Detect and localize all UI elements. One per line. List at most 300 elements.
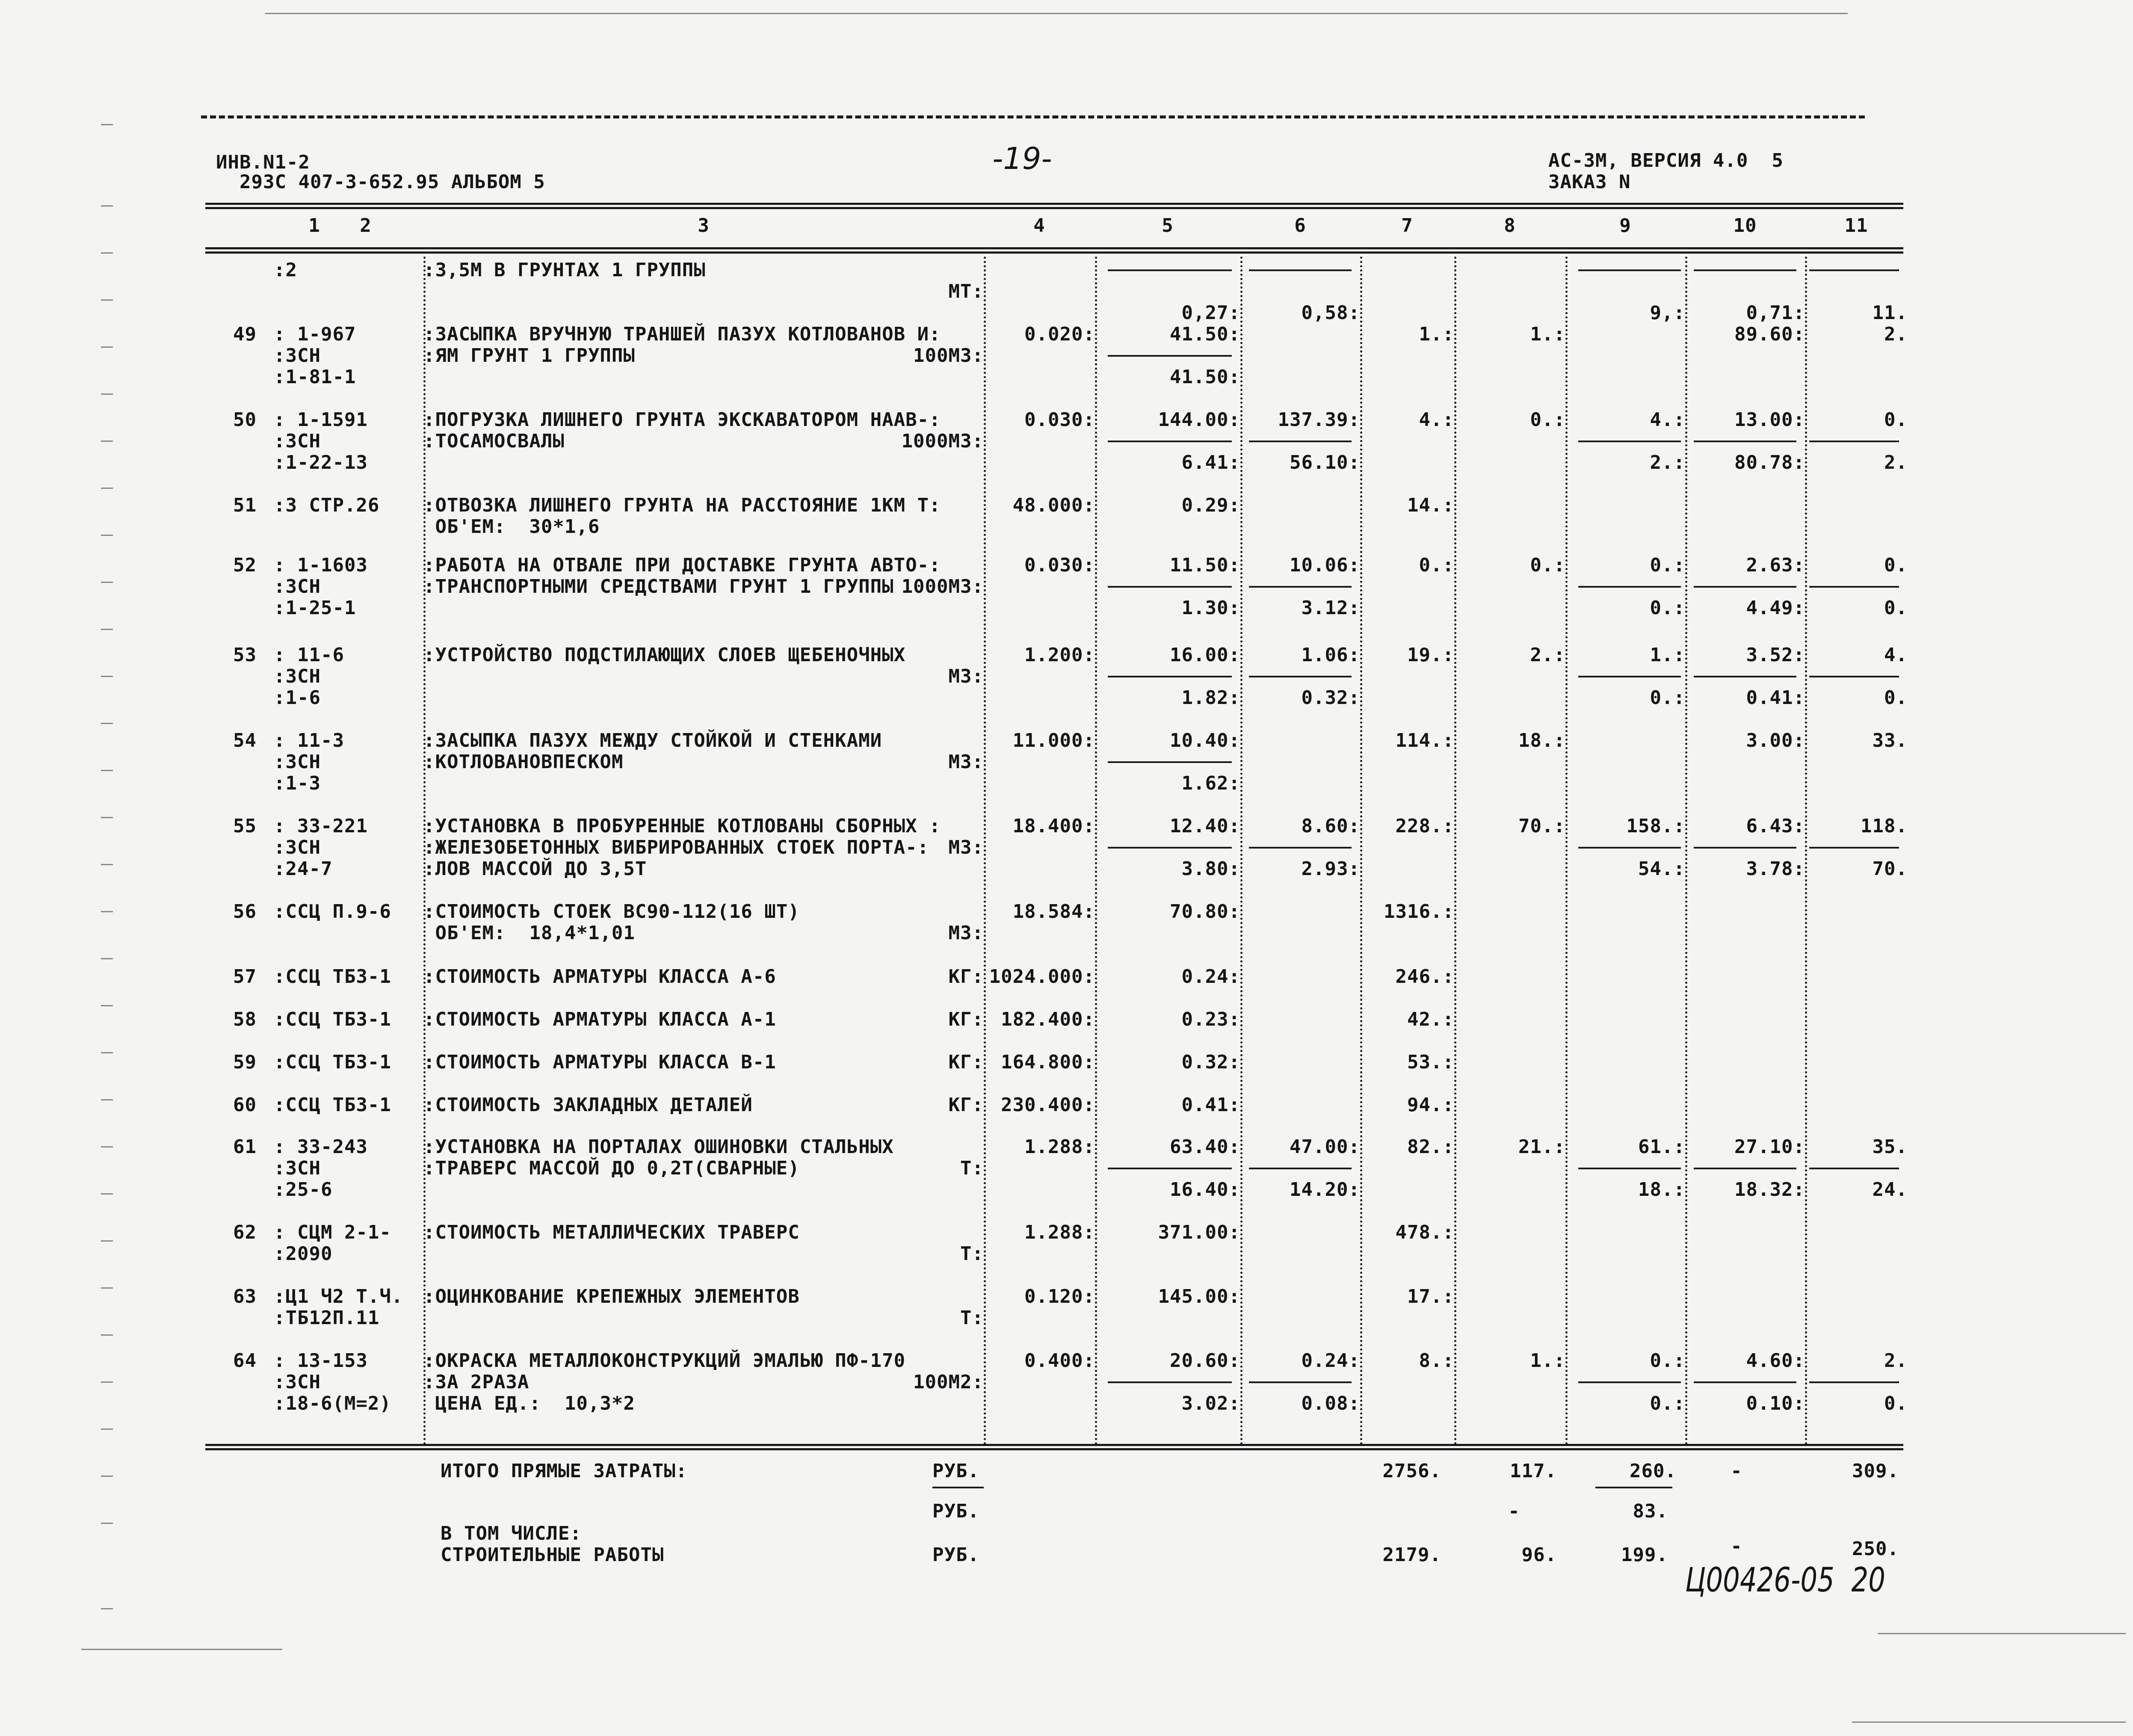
row-subtotal-rule <box>1578 1381 1681 1383</box>
row-subtotal-rule <box>1108 269 1232 271</box>
program-version: АС-3М, ВЕРСИЯ 4.0 5 <box>1548 150 1784 172</box>
margin-tick <box>101 1240 113 1242</box>
column-divider <box>1240 257 1243 1446</box>
bottom-right-scan-edge <box>1878 1633 2126 1634</box>
row-quantity: 182.400: <box>1001 1008 1095 1030</box>
row-c11-value: 2. <box>1884 1350 1908 1372</box>
row-quantity: 1.288: <box>1024 1136 1095 1158</box>
row-c10-value: 3.52: <box>1746 644 1805 666</box>
margin-tick <box>101 958 113 959</box>
column-header-6: 6 <box>1294 215 1306 237</box>
second-line-col8: - <box>1508 1500 1520 1522</box>
row-c5-value: 145.00: <box>1158 1286 1240 1307</box>
row-code: : СЦМ 2-1- <box>274 1221 391 1243</box>
row-subtotal-rule <box>1578 1168 1681 1169</box>
row-c6-resource: 2.93: <box>1301 858 1360 880</box>
row-c8: 18.: <box>1518 730 1565 751</box>
row-c5-value: 0.29: <box>1181 494 1240 516</box>
row-description: :ОКРАСКА МЕТАЛЛОКОНСТРУКЦИЙ ЭМАЛЬЮ ПФ-170 <box>423 1350 906 1372</box>
row-c5-resource: 3.02: <box>1181 1393 1240 1414</box>
document-number: 293С 407-3-652.95 АЛЬБОМ 5 <box>240 171 545 193</box>
row-code: :ССЦ ТБ3-1 <box>274 966 391 988</box>
row-code: :ЗСН <box>274 751 321 773</box>
row-description: :ЛОВ МАССОЙ ДО 3,5Т <box>423 858 647 880</box>
row-c6-value: 0.24: <box>1301 1350 1360 1372</box>
row-subtotal-rule <box>1694 847 1796 849</box>
row-code: :ЗСН <box>274 665 321 687</box>
margin-tick <box>101 864 113 865</box>
row-number: 63 <box>233 1286 257 1307</box>
construction-works-col8: 96. <box>1521 1544 1557 1566</box>
row-quantity: 18.584: <box>1012 901 1095 923</box>
construction-works-col11: 250. <box>1852 1538 1899 1560</box>
row-c5-value: 10.40: <box>1170 730 1240 751</box>
row-c6-resource: 56.10: <box>1290 452 1360 473</box>
row-code: : 1-1603 <box>274 554 368 576</box>
row-code: :ТБ12П.11 <box>274 1307 380 1329</box>
row-c11-resource: 11. <box>1872 302 1908 324</box>
row-c5-value: 16.00: <box>1170 644 1240 666</box>
header-rule-bottom <box>205 247 1903 249</box>
row-subtotal-rule <box>1809 676 1899 677</box>
totals-rule <box>205 1444 1903 1446</box>
row-c11-value: 4. <box>1884 644 1908 666</box>
row-number: 56 <box>233 901 257 923</box>
row-description: :СТОИМОСТЬ МЕТАЛЛИЧЕСКИХ ТРАВЕРС <box>423 1221 800 1243</box>
row-description: :ТОСАМОСВАЛЫ <box>423 430 565 452</box>
row-c8: 2.: <box>1530 644 1565 666</box>
row-quantity: 11.000: <box>1012 730 1095 751</box>
row-c6-resource: 0.08: <box>1301 1393 1360 1414</box>
row-unit: Т: <box>960 1157 984 1179</box>
top-dashed-rule <box>201 115 1865 118</box>
row-code: :1-3 <box>274 772 321 794</box>
row-code: : 1-967 <box>274 323 356 345</box>
margin-tick <box>101 723 113 724</box>
row-c10-value: 3.00: <box>1746 730 1805 751</box>
row-unit: М3: <box>948 665 984 687</box>
row-code: :ССЦ П.9-6 <box>274 901 391 923</box>
row-number: 59 <box>233 1051 257 1073</box>
margin-tick <box>101 441 113 442</box>
margin-tick <box>101 676 113 677</box>
row-subtotal-rule <box>1694 269 1796 271</box>
row-c5-value: 63.40: <box>1170 1136 1240 1158</box>
row-number: 51 <box>233 494 257 516</box>
row-c8: 21.: <box>1518 1136 1565 1158</box>
row-c11-resource: 0. <box>1884 597 1908 619</box>
row-subtotal-rule <box>1108 586 1232 588</box>
bottom-left-scan-edge <box>81 1649 282 1650</box>
row-code: :18-6(М=2) <box>274 1393 391 1414</box>
column-divider <box>1565 257 1568 1446</box>
row-description: ОБ'ЕМ: 18,4*1,01 <box>423 922 635 944</box>
row-quantity: 18.400: <box>1012 815 1095 837</box>
row-c7: 0.: <box>1419 554 1454 576</box>
row-subtotal-rule <box>1809 586 1899 588</box>
row-subtotal-rule <box>1249 586 1352 588</box>
row-c11-value: 2. <box>1884 323 1908 345</box>
row-subtotal-rule <box>1578 441 1681 442</box>
row-c9-resource: 18.: <box>1638 1179 1685 1201</box>
row-c11-value: 33. <box>1872 730 1908 751</box>
row-c5-value: 0.41: <box>1181 1094 1240 1116</box>
row-subtotal-rule <box>1249 676 1352 677</box>
row-quantity: 0.120: <box>1024 1286 1095 1307</box>
row-c10-resource: 18.32: <box>1734 1179 1805 1201</box>
inventory-number: ИНВ.N1-2 <box>216 151 310 173</box>
row-subtotal-rule <box>1249 441 1352 442</box>
row-code: :1-6 <box>274 687 321 709</box>
row-c10-value: 6.43: <box>1746 815 1805 837</box>
margin-tick <box>101 124 113 125</box>
row-subtotal-rule <box>1809 1381 1899 1383</box>
row-description: :СТОИМОСТЬ АРМАТУРЫ КЛАССА В-1 <box>423 1051 776 1073</box>
construction-works-col10: - <box>1731 1535 1742 1557</box>
header-rule-bottom-2 <box>205 251 1903 254</box>
row-c7: 19.: <box>1407 644 1454 666</box>
row-c8: 0.: <box>1530 409 1565 431</box>
row-description: :ЖЕЛЕЗОБЕТОННЫХ ВИБРИРОВАННЫХ СТОЕК ПОРТА-: <box>423 837 929 858</box>
page-number: -19- <box>992 141 1052 176</box>
margin-tick <box>101 346 113 348</box>
row-code: : 1-1591 <box>274 409 368 431</box>
row-c10-value: 13.00: <box>1734 409 1805 431</box>
row-c7: 8.: <box>1419 1350 1454 1372</box>
row-number: 54 <box>233 730 257 751</box>
row-number: 58 <box>233 1008 257 1030</box>
row-description: :ЗА 2РАЗА <box>423 1371 530 1393</box>
margin-tick <box>101 1523 113 1524</box>
row-subtotal-rule <box>1108 847 1232 849</box>
row-subtotal-rule <box>1809 441 1899 442</box>
column-divider <box>1685 257 1687 1446</box>
column-header-2: 2 <box>360 215 372 237</box>
row-description: :УСТАНОВКА В ПРОБУРЕННЫЕ КОТЛОВАНЫ СБОРНЫХ : <box>423 815 941 837</box>
row-subtotal-rule <box>1809 1168 1899 1169</box>
margin-tick <box>101 1146 113 1147</box>
column-divider <box>1095 257 1097 1446</box>
row-c6-value: 47.00: <box>1290 1136 1360 1158</box>
row-c9-resource: 54.: <box>1638 858 1685 880</box>
row-code: : 33-221 <box>274 815 368 837</box>
column-header-9: 9 <box>1619 215 1631 237</box>
column-divider <box>1805 257 1807 1446</box>
row-number: 49 <box>233 323 257 345</box>
row-c7: 94.: <box>1407 1094 1454 1116</box>
row-quantity: 0.030: <box>1024 554 1095 576</box>
row-c7: 478.: <box>1395 1221 1454 1243</box>
row-quantity: 164.800: <box>1001 1051 1095 1073</box>
row-code: :1-81-1 <box>274 366 356 388</box>
row-c6-value: 8.60: <box>1301 815 1360 837</box>
column-divider <box>1454 257 1456 1446</box>
row-c11-value: 0. <box>1884 554 1908 576</box>
row-unit: КГ: <box>948 1094 984 1116</box>
row-c5-value: 11.50: <box>1170 554 1240 576</box>
row-code: :2 <box>274 259 297 281</box>
row-description: :ОЦИНКОВАНИЕ КРЕПЕЖНЫХ ЭЛЕМЕНТОВ <box>423 1286 800 1307</box>
row-code: :ЗСН <box>274 345 321 367</box>
row-c9-value: 4.: <box>1650 409 1685 431</box>
row-c9-value: 0.: <box>1650 554 1685 576</box>
row-c7: 82.: <box>1407 1136 1454 1158</box>
row-c9-resource: 0.: <box>1650 1393 1685 1414</box>
row-c10-value: 89.60: <box>1734 323 1805 345</box>
margin-tick <box>101 1193 113 1195</box>
margin-tick <box>101 911 113 912</box>
row-code: : 11-6 <box>274 644 344 666</box>
row-c5-resource: 0,27: <box>1181 302 1240 324</box>
row-c5-resource: 3.80: <box>1181 858 1240 880</box>
row-c10-resource: 0,71: <box>1746 302 1805 324</box>
row-c9-resource: 0.: <box>1650 597 1685 619</box>
margin-tick <box>101 1381 113 1383</box>
margin-tick <box>101 535 113 536</box>
row-subtotal-rule <box>1249 847 1352 849</box>
row-c6-resource: 0.32: <box>1301 687 1360 709</box>
margin-tick <box>101 1608 113 1609</box>
row-c9-value: 1.: <box>1650 644 1685 666</box>
row-code: :Ц1 Ч2 Т.Ч. <box>274 1286 403 1307</box>
row-c8: 0.: <box>1530 554 1565 576</box>
column-divider <box>1360 257 1362 1446</box>
row-code: :2090 <box>274 1243 333 1265</box>
row-quantity: 230.400: <box>1001 1094 1095 1116</box>
construction-works-col7: 2179. <box>1382 1544 1441 1566</box>
margin-tick <box>101 582 113 583</box>
column-header-4: 4 <box>1033 215 1045 237</box>
row-c9-resource: 0.: <box>1650 687 1685 709</box>
row-subtotal-rule <box>1578 676 1681 677</box>
row-unit: Т: <box>960 1243 984 1265</box>
row-c11-resource: 0. <box>1884 1393 1908 1414</box>
row-c5-value: 0.23: <box>1181 1008 1240 1030</box>
row-description: ОБ'ЕМ: 30*1,6 <box>423 516 600 538</box>
row-subtotal-rule <box>1694 1381 1796 1383</box>
second-line-col9: 83. <box>1633 1500 1668 1522</box>
column-header-3: 3 <box>698 215 710 237</box>
row-c11-resource: 70. <box>1872 858 1908 880</box>
row-subtotal-rule <box>1249 1381 1352 1383</box>
row-c9-resource: 2.: <box>1650 452 1685 473</box>
row-c5-resource: 1.30: <box>1181 597 1240 619</box>
row-c5-value: 41.50: <box>1170 323 1240 345</box>
row-code: :24-7 <box>274 858 333 880</box>
row-description: :СТОИМОСТЬ АРМАТУРЫ КЛАССА А-1 <box>423 1008 776 1030</box>
row-description: :СТОИМОСТЬ ЗАКЛАДНЫХ ДЕТАЛЕЙ <box>423 1094 753 1116</box>
row-description: :ПОГРУЗКА ЛИШНЕГО ГРУНТА ЭКСКАВАТОРОМ НААВ-: <box>423 409 941 431</box>
row-unit: КГ: <box>948 1008 984 1030</box>
direct-costs-col11: 309. <box>1852 1460 1899 1482</box>
row-unit: КГ: <box>948 966 984 988</box>
row-c5-value: 20.60: <box>1170 1350 1240 1372</box>
row-c5-value: 371.00: <box>1158 1221 1240 1243</box>
row-c7: 17.: <box>1407 1286 1454 1307</box>
row-c11-value: 35. <box>1872 1136 1908 1158</box>
direct-costs-label: ИТОГО ПРЯМЫЕ ЗАТРАТЫ: <box>441 1460 688 1482</box>
row-c8: 1.: <box>1530 323 1565 345</box>
row-quantity: 0.030: <box>1024 409 1095 431</box>
row-code: :ЗСН <box>274 837 321 858</box>
row-c10-resource: 0.41: <box>1746 687 1805 709</box>
margin-tick <box>101 1428 113 1430</box>
row-c9-resource: 9,: <box>1650 302 1685 324</box>
row-description: :СТОИМОСТЬ АРМАТУРЫ КЛАССА А-6 <box>423 966 776 988</box>
row-c11-resource: 0. <box>1884 687 1908 709</box>
row-number: 55 <box>233 815 257 837</box>
row-c7: 4.: <box>1419 409 1454 431</box>
row-c10-value: 2.63: <box>1746 554 1805 576</box>
row-c11-value: 118. <box>1861 815 1908 837</box>
row-c5-value: 144.00: <box>1158 409 1240 431</box>
row-code: :ССЦ ТБ3-1 <box>274 1094 391 1116</box>
row-number: 64 <box>233 1350 257 1372</box>
row-code: : 33-243 <box>274 1136 368 1158</box>
row-c9-value: 0.: <box>1650 1350 1685 1372</box>
row-c5-resource: 1.62: <box>1181 772 1240 794</box>
row-c10-resource: 4.49: <box>1746 597 1805 619</box>
header-rule-top <box>205 203 1903 205</box>
margin-tick <box>101 817 113 818</box>
row-unit: 100М3: <box>913 345 984 367</box>
margin-tick <box>101 629 113 630</box>
row-c7: 1.: <box>1419 323 1454 345</box>
row-unit: М3: <box>948 922 984 944</box>
row-c5-resource: 41.50: <box>1170 366 1240 388</box>
row-c9-value: 158.: <box>1626 815 1685 837</box>
second-line-unit: РУБ. <box>932 1500 979 1522</box>
bottom-right-scan-edge-2 <box>1852 1721 2126 1723</box>
row-description: :ЗАСЫПКА ПАЗУХ МЕЖДУ СТОЙКОЙ И СТЕНКАМИ <box>423 730 882 751</box>
row-code: :ЗСН <box>274 1157 321 1179</box>
row-c6-resource: 3.12: <box>1301 597 1360 619</box>
row-subtotal-rule <box>1578 269 1681 271</box>
row-quantity: 0.400: <box>1024 1350 1095 1372</box>
row-c9-value: 61.: <box>1638 1136 1685 1158</box>
row-unit: КГ: <box>948 1051 984 1073</box>
row-description: :ЗАСЫПКА ВРУЧНУЮ ТРАНШЕЙ ПАЗУХ КОТЛОВАНОВ И: <box>423 323 941 345</box>
row-c5-value: 70.80: <box>1170 901 1240 923</box>
margin-tick <box>101 1476 113 1477</box>
row-code: : 11-3 <box>274 730 344 751</box>
row-description: :КОТЛОВАНОВПЕСКОМ <box>423 751 624 773</box>
row-subtotal-rule <box>1108 676 1232 677</box>
row-c7: 246.: <box>1395 966 1454 988</box>
row-description: :УСТРОЙСТВО ПОДСТИЛАЮЩИХ СЛОЕВ ЩЕБЕНОЧНЫХ <box>423 644 906 666</box>
totals-rule-2 <box>205 1448 1903 1450</box>
row-unit: МТ: <box>948 281 984 302</box>
row-number: 61 <box>233 1136 257 1158</box>
row-c11-resource: 2. <box>1884 452 1908 473</box>
row-description: :СТОИМОСТЬ СТОЕК ВС90-112(16 ШТ) <box>423 901 800 923</box>
row-c10-value: 4.60: <box>1746 1350 1805 1372</box>
column-header-11: 11 <box>1844 215 1868 237</box>
row-unit: М3: <box>948 751 984 773</box>
row-c10-resource: 3.78: <box>1746 858 1805 880</box>
row-subtotal-rule <box>1578 847 1681 849</box>
row-c7: 14.: <box>1407 494 1454 516</box>
row-c11-value: 0. <box>1884 409 1908 431</box>
row-c6-value: 10.06: <box>1290 554 1360 576</box>
row-subtotal-rule <box>1694 676 1796 677</box>
row-quantity: 1.200: <box>1024 644 1095 666</box>
row-description: :ОТВОЗКА ЛИШНЕГО ГРУНТА НА РАССТОЯНИЕ 1КМ Т: <box>423 494 941 516</box>
margin-tick <box>101 1052 113 1053</box>
row-code: :1-22-13 <box>274 452 368 473</box>
row-code: :ССЦ ТБ3-1 <box>274 1051 391 1073</box>
row-description: :ТРАВЕРС МАССОЙ ДО 0,2Т(СВАРНЫЕ) <box>423 1157 800 1179</box>
row-code: :ЗСН <box>274 1371 321 1393</box>
row-number: 53 <box>233 644 257 666</box>
row-c10-value: 27.10: <box>1734 1136 1805 1158</box>
row-number: 50 <box>233 409 257 431</box>
row-c6-value: 1.06: <box>1301 644 1360 666</box>
row-c6-value: 137.39: <box>1278 409 1360 431</box>
row-code: :3 СТР.26 <box>274 494 380 516</box>
order-number: ЗАКАЗ N <box>1548 171 1631 193</box>
row-c6-resource: 0,58: <box>1301 302 1360 324</box>
totals-underline <box>932 1487 984 1488</box>
row-subtotal-rule <box>1694 1168 1796 1169</box>
row-c5-resource: 1.82: <box>1181 687 1240 709</box>
row-c5-value: 12.40: <box>1170 815 1240 837</box>
direct-costs-col8: 117. <box>1510 1460 1557 1482</box>
row-unit: 1000М3: <box>901 430 984 452</box>
row-subtotal-rule <box>1578 586 1681 588</box>
row-c8: 70.: <box>1518 815 1565 837</box>
top-scan-edge <box>265 13 1848 14</box>
row-c5-value: 0.32: <box>1181 1051 1240 1073</box>
column-header-5: 5 <box>1162 215 1174 237</box>
margin-tick <box>101 1334 113 1336</box>
margin-tick <box>101 488 113 489</box>
row-code: :25-6 <box>274 1179 333 1201</box>
row-c7: 228.: <box>1395 815 1454 837</box>
row-c5-resource: 16.40: <box>1170 1179 1240 1201</box>
row-quantity: 1.288: <box>1024 1221 1095 1243</box>
row-code: : 13-153 <box>274 1350 368 1372</box>
direct-costs-unit: РУБ. <box>932 1460 979 1482</box>
row-number: 57 <box>233 966 257 988</box>
header-rule-top-2 <box>205 207 1903 209</box>
including-label: В ТОМ ЧИСЛЕ: <box>441 1523 582 1544</box>
archive-stamp: Ц00426-05 20 <box>1685 1561 1885 1600</box>
row-subtotal-rule <box>1249 1168 1352 1169</box>
direct-costs-col9: 260. <box>1630 1460 1677 1482</box>
row-c7: 114.: <box>1395 730 1454 751</box>
row-subtotal-rule <box>1108 1381 1232 1383</box>
construction-works-unit: РУБ. <box>932 1544 979 1566</box>
direct-costs-col7: 2756. <box>1382 1460 1441 1482</box>
row-description: :ЯМ ГРУНТ 1 ГРУППЫ <box>423 345 635 367</box>
margin-tick <box>101 252 113 254</box>
construction-works-col9: 199. <box>1621 1544 1668 1566</box>
row-quantity: 0.020: <box>1024 323 1095 345</box>
row-subtotal-rule <box>1108 355 1232 357</box>
margin-tick <box>101 1099 113 1100</box>
row-code: :ЗСН <box>274 430 321 452</box>
row-unit: М3: <box>948 837 984 858</box>
margin-tick <box>101 299 113 301</box>
row-c11-resource: 24. <box>1872 1179 1908 1201</box>
row-description: :ТРАНСПОРТНЫМИ СРЕДСТВАМИ ГРУНТ 1 ГРУППЫ <box>423 576 894 597</box>
row-code: :1-25-1 <box>274 597 356 619</box>
row-c8: 1.: <box>1530 1350 1565 1372</box>
row-c7: 42.: <box>1407 1008 1454 1030</box>
row-c10-resource: 0.10: <box>1746 1393 1805 1414</box>
row-number: 62 <box>233 1221 257 1243</box>
